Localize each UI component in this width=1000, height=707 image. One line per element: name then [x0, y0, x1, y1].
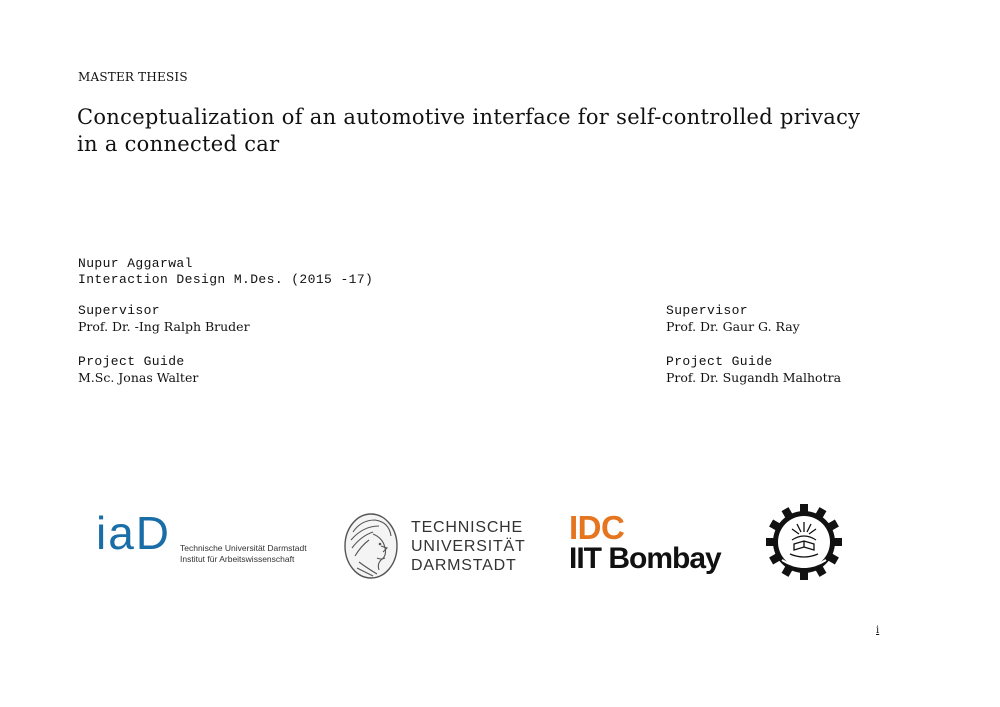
idc-wordmark: IDC: [569, 509, 625, 546]
author-block: [78, 256, 373, 288]
author-name: Nupur Aggarwal: [78, 256, 193, 271]
tud-line1: TECHNISCHE: [411, 519, 524, 536]
iit-bombay-emblem-icon: [764, 502, 844, 582]
supervisor-right-block: [666, 303, 800, 335]
supervisor-left-block: [78, 303, 250, 335]
document-label: MASTER THESIS: [78, 70, 188, 84]
supervisor-left-name: Prof. Dr. -Ing Ralph Bruder: [78, 319, 250, 334]
iad-logo-line1: Technische Universität Darmstadt: [180, 543, 307, 553]
iit-bombay-wordmark: IIT Bombay: [569, 542, 721, 575]
iad-logo-mark: iaD: [96, 507, 172, 559]
guide-right-block: [666, 354, 841, 386]
supervisor-left-heading: Supervisor: [78, 303, 161, 318]
athena-head-icon: [343, 512, 399, 580]
tu-darmstadt-logo: [343, 512, 533, 582]
tu-darmstadt-wordmark: [411, 518, 526, 575]
iad-logo-subtitle: [180, 543, 307, 565]
page-number: i: [876, 625, 880, 636]
guide-right-heading: Project Guide: [666, 354, 773, 369]
iad-logo-line2: Institut für Arbeitswissenschaft: [180, 554, 295, 564]
guide-left-name: M.Sc. Jonas Walter: [78, 370, 199, 385]
tud-line2: UNIVERSITÄT: [411, 538, 526, 555]
tud-line3: DARMSTADT: [411, 557, 517, 574]
supervisor-right-heading: Supervisor: [666, 303, 749, 318]
iit-bombay-emblem: [764, 502, 844, 582]
iad-logo: [96, 507, 316, 572]
guide-left-block: [78, 354, 198, 386]
author-program: Interaction Design M.Des. (2015 -17): [78, 272, 374, 287]
guide-right-name: Prof. Dr. Sugandh Malhotra: [666, 370, 842, 385]
idc-iit-bombay-logo: [569, 509, 739, 582]
guide-left-heading: Project Guide: [78, 354, 185, 369]
thesis-title: Conceptualization of an automotive interface for self-controlled privacy in a connected car: [77, 105, 861, 156]
supervisor-right-name: Prof. Dr. Gaur G. Ray: [666, 319, 800, 334]
